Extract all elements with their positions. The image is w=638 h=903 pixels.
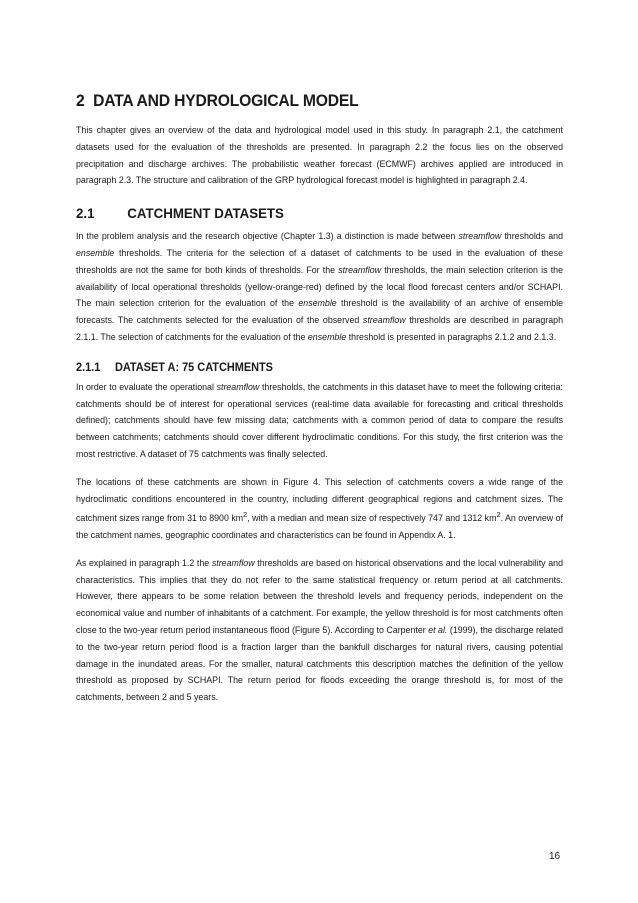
subsection-heading bbox=[76, 362, 539, 374]
italic-term: ensemble bbox=[76, 247, 115, 258]
subsection-title: DATASET A: 75 CATCHMENTS bbox=[114, 361, 273, 374]
chapter-number: 2 bbox=[76, 92, 85, 110]
subsection-paragraph-2 bbox=[76, 474, 563, 544]
text-run: , with a median and mean size of respectively 747 and 1312 km bbox=[247, 513, 497, 524]
text-run: The locations of these catchments are shown in Figure 4. This selection of catchments covers a wide range of the hydroclimatic conditions encountered in the country, including different geographical regions and catchment sizes. The catchment sizes range from 31 to 8900 km bbox=[76, 476, 563, 524]
italic-term: streamflow bbox=[338, 264, 382, 275]
italic-term: et al. bbox=[428, 625, 448, 636]
text-run: thresholds. The criteria for the selection of a dataset of catchments to be used in the evaluation of these thresholds are not the same for both kinds of thresholds. For the bbox=[76, 247, 563, 275]
italic-term: streamflow bbox=[458, 231, 502, 242]
subsection-number: 2.1.1 bbox=[76, 361, 101, 374]
page-number: 16 bbox=[549, 851, 561, 862]
section-heading bbox=[76, 205, 539, 221]
text-run: (1999), the discharge related to the two-year return period flood is a fraction larger than the bankfull discharges for natural rivers, causing potential damage in the inundated areas. For the smaller, natural catchments this description matches the definition of the yellow threshold as proposed by SCHAPI. The return period for floods exceeding the orange threshold is, for most of the catchments, between 2 and 5 years. bbox=[76, 625, 564, 703]
superscript: 2 bbox=[243, 510, 248, 520]
subsection-paragraph-1 bbox=[76, 379, 563, 463]
text-run: thresholds are based on historical observations and the local vulnerability and characteristics. This implies that they do not refer to the same statistical frequency or return period at all catchments. However, there appears to be some relation between the threshold levels and frequency periods, independent on the economical value and number of inhabitants of a catchment. For example, the yellow threshold is for most catchments often close to the two-year return period instantaneous flood (Figure 5). According to Carpenter bbox=[76, 557, 563, 636]
text-run: thresholds, the catchments in this dataset have to meet the following criteria: catchments should be of interest for operational services (real-time data available for forecasting and critical thresholds defined); catchments should have few missing data; catchments with a common period of data to compare the results between catchments; catchments should cover different hydroclimatic conditions. For this study, the first criterion was the most restrictive. A dataset of 75 catchments was finally selected. bbox=[76, 381, 563, 459]
section-paragraph bbox=[76, 228, 563, 346]
italic-term: streamflow bbox=[211, 557, 255, 568]
text-run: In the problem analysis and the research objective (Chapter 1.3) a distinction is made between bbox=[76, 231, 459, 242]
superscript: 2 bbox=[496, 510, 501, 520]
italic-term: ensemble bbox=[307, 331, 347, 342]
text-run: In order to evaluate the operational bbox=[76, 381, 217, 392]
text-run: threshold is presented in paragraphs 2.1.2 and 2.1.3. bbox=[346, 331, 557, 342]
text-run: thresholds and bbox=[501, 231, 564, 242]
text-run: thresholds, the main selection criterion is the availability of local operational thresholds (yellow-orange-red) defined by the local flood forecast centers and/or SCHAPI. The main selection criterion for the evaluation of the bbox=[76, 264, 563, 309]
subsection-paragraph-3 bbox=[76, 555, 563, 706]
intro-paragraph: This chapter gives an overview of the data and hydrological model used in this study. In paragraph 2.1, the catchment datasets used for the evaluation of the thresholds are presented. In paragraph 2.2 the focus lies on the observed precipitation and discharge archives. The probabilistic weather forecast (ECMWF) archives applied are introduced in paragraph 2.3. The structure and calibration of the GRP hydrological forecast model is highlighted in paragraph 2.4. bbox=[76, 125, 563, 186]
text-run: thresholds are described in paragraph 2.1.1. The selection of catchments for the evaluation of the bbox=[76, 315, 563, 342]
italic-term: streamflow bbox=[216, 381, 260, 392]
section-number: 2.1 bbox=[76, 205, 95, 222]
italic-term: ensemble bbox=[298, 298, 337, 309]
text-run: . An overview of the catchment names, geographic coordinates and characteristics can be found in Appendix A. 1. bbox=[76, 513, 564, 541]
chapter-heading bbox=[76, 92, 539, 111]
italic-term: streamflow bbox=[362, 315, 406, 326]
chapter-title: DATA AND HYDROLOGICAL MODEL bbox=[93, 92, 359, 110]
text-run: As explained in paragraph 1.2 the bbox=[76, 557, 212, 568]
text-run: threshold is the availability of an archive of ensemble forecasts. The catchments selected for the evaluation of the observed bbox=[76, 298, 564, 326]
section-title: CATCHMENT DATASETS bbox=[127, 205, 284, 222]
page-content bbox=[76, 92, 563, 706]
